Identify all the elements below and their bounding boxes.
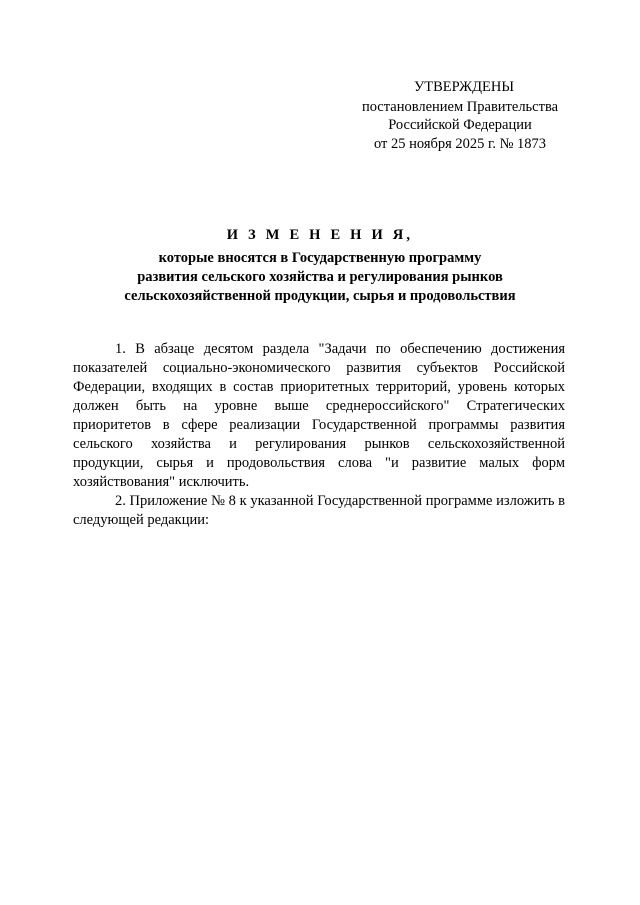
paragraph-2: 2. Приложение № 8 к указанной Государственной программе изложить в следующей редакции: [73,493,565,528]
approval-line-3: от 25 ноября 2025 г. № 1873 [373,135,547,152]
heading-title: И З М Е Н Е Н И Я, [226,227,414,243]
heading-line-3: сельскохозяйственной продукции, сырья и продовольствия [124,288,516,304]
paragraph-1: 1. В абзаце десятом раздела "Задачи по обеспечению достижения показателей социально-экономического развития субъектов Российской Федерации, входящих в состав приоритетных территорий, уровень которых должен быть на уровне выше среднероссийского" Стратегических приоритетов в сфере реализации Государственной программы развития сельского хозяйства и регулирования рынков сельскохозяйственной продукции, сырья и продовольствия слова "и развитие малых форм хозяйствования" исключить. [73,341,565,490]
approval-line-2: Российской Федерации [388,117,532,133]
document-body [73,340,565,530]
approval-title: УТВЕРЖДЕНЫ [413,79,515,95]
heading-line-2: развития сельского хозяйства и регулирования рынков [137,269,503,285]
approval-block [340,78,580,153]
document-heading [60,226,580,306]
heading-line-1: которые вносятся в Государственную программу [158,250,482,266]
approval-line-1: постановлением Правительства [361,98,559,115]
